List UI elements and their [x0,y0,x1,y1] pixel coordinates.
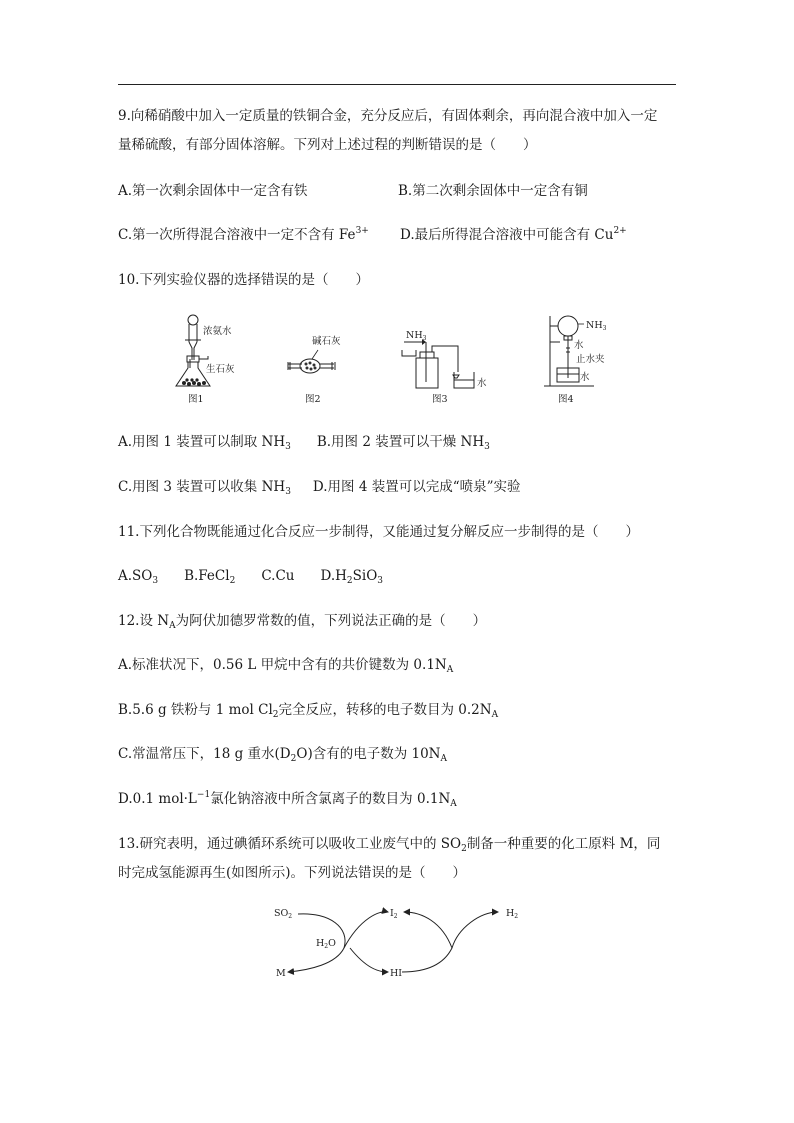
q10-stem: 10.下列实验仪器的选择错误的是（ ） [118,272,369,288]
fig2-pointer [312,350,318,359]
q9-option-d-text: D.最后所得混合溶液中可能含有 Cu [400,227,614,243]
q11-option-c[interactable]: C.Cu [261,568,295,584]
i2-main: I [390,908,394,919]
q12-option-d-text1: D.0.1 mol·L [118,791,197,807]
q12-stem-b: 为阿伏加德罗常数的值，下列说法正确的是（ ） [175,613,487,629]
q9-option-d[interactable] [400,226,627,244]
so2-sub: 2 [288,913,293,920]
q13-stem-line1-sub: 2 [461,844,467,854]
q10-option-c-text: C.用图 3 装置可以收集 NH [118,479,286,495]
h2o-main: H [316,938,325,949]
q12-stem-sub: A [169,621,176,631]
q10-option-c-sub: 3 [285,487,291,497]
fig2-drying-tube [288,359,335,373]
q9-option-b[interactable]: B.第二次剩余固体中一定含有铜 [398,183,588,199]
q12-option-c-sub2: A [440,754,447,764]
q12-option-d-sup: −1 [196,790,211,800]
q9-option-d-charge: 2+ [613,226,627,236]
q12-option-c[interactable] [118,745,447,763]
q12-option-d[interactable] [118,790,457,808]
q11-option-a-sub: 3 [152,576,159,586]
q10-option-b[interactable] [317,434,490,450]
h2-main: H [506,908,515,919]
q12-option-b-text1: B.5.6 g 铁粉与 1 mol Cl [118,702,273,718]
q9-option-c-text: C.第一次所得混合溶液中一定不含有 Fe [118,227,356,243]
h2o-sub: 2 [324,943,329,950]
q12-option-a[interactable] [118,656,453,674]
fig4-label-nh3 [586,320,607,332]
q10-option-c[interactable] [118,479,291,495]
arrow-to-hi [350,948,388,972]
q11-option-d[interactable] [320,568,383,584]
q11-option-d-text1: D.H [320,568,347,584]
q13-stem-line1-a: 13.研究表明，通过碘循环系统可以吸收工业废气中的 SO [118,836,462,852]
q10-option-a-text: A.用图 1 装置可以制取 NH [118,434,286,450]
q9-option-c-charge: 3+ [355,226,369,236]
fig2-label-soda-lime: 碱石灰 [312,336,341,347]
q10-option-a-sub: 3 [285,442,291,452]
q12-option-b-sub2: A [491,710,499,720]
arrow-hi-to-h2 [402,912,498,972]
q12-option-c-text1: C.常温常压下，18 g 重水(D [118,746,291,762]
q13-stem-line2: 时完成氢能源再生(如图所示)。下列说法错误的是（ ） [118,865,467,881]
so2-main: SO [274,908,289,919]
fig1-label-ammonia: 浓氨水 [203,326,232,337]
q12-stem [118,612,486,630]
fig3-label-nh3 [406,330,427,342]
fig1-label-lime: 生石灰 [206,364,235,375]
q11-option-d-text2: SiO [352,568,378,584]
q10-apparatus-figure [170,312,630,404]
fig4-nh3-main: NH [586,320,603,331]
fig2-caption: 图2 [305,394,321,405]
q10-option-b-sub: 3 [484,442,490,452]
fig4-caption: 图4 [558,394,574,405]
fig4-label-clamp: 止水夹 [576,354,605,365]
fig3-label-water: 水 [477,378,487,389]
q11-option-a-text: A.SO [118,568,153,584]
fig4-label-water-top: 水 [574,340,584,351]
fig1-caption: 图1 [188,394,204,405]
q12-option-d-sub: A [450,799,457,809]
q12-option-b[interactable] [118,701,498,719]
fig2-soda-lime [305,362,317,371]
q13-label-h2o [316,938,336,950]
q12-option-a-sub: A [446,665,454,675]
q13-stem-line1-b: 制备一种重要的化工原料 M，同 [466,836,661,852]
q13-label-m: M [276,968,286,979]
q9-stem-line2: 量稀硫酸，有部分固体溶解。下列对上述过程的判断错误的是（ ） [118,137,537,153]
fig4-label-water-bottom: 水 [580,372,590,383]
h2o-end: O [328,938,336,949]
i2-sub: 2 [393,913,398,920]
q13-stem-line1 [118,835,660,853]
fig1-lime-lumps [182,378,206,386]
fig3-caption: 图3 [432,394,448,405]
q11-option-b-text: B.FeCl [184,568,230,584]
q11-option-b-sub: 2 [229,576,236,586]
q9-option-c[interactable] [118,226,369,244]
q11-options [118,567,383,585]
q11-stem: 11.下列化合物既能通过化合反应一步制得，又能通过复分解反应一步制得的是（ ） [118,524,639,540]
q12-stem-a: 12.设 N [118,613,170,629]
q10-option-b-text: B.用图 2 装置可以干燥 NH [316,434,485,450]
fig4-nh3-sub: 3 [602,325,607,332]
arrow-to-i2 [344,912,388,948]
q12-option-b-text2: 完全反应，转移的电子数目为 0.2N [278,702,492,718]
q12-option-c-text2: O)含有的电子数为 10N [296,746,441,762]
q13-label-hi: HI [390,968,403,979]
q13-label-i2 [390,908,398,920]
q12-option-a-text: A.标准状况下，0.56 L 甲烷中含有的共价键数为 0.1N [118,657,447,673]
q12-option-b-sub1: 2 [272,710,279,720]
q13-label-h2 [506,908,518,920]
q11-option-b[interactable] [184,568,235,584]
q12-option-d-text2: 氯化钠溶液中所含氯离子的数目为 0.1N [210,791,451,807]
header-rule [118,84,676,85]
q13-label-so2 [274,908,292,920]
q9-option-a[interactable]: A.第一次剩余固体中一定含有铁 [118,183,308,199]
q9-stem-line1: 9.向稀硝酸中加入一定质量的铁铜合金，充分反应后，有固体剩余，再向混合液中加入一定 [118,108,658,124]
arrow-to-i2-right [404,912,452,948]
q11-option-a[interactable] [118,568,158,584]
q11-option-d-sub1: 2 [346,576,353,586]
fig3-nh3-sub: 3 [422,335,427,342]
q10-option-d[interactable]: D.用图 4 装置可以完成“喷泉”实验 [312,479,521,495]
q11-option-d-sub2: 3 [377,576,384,586]
q10-option-a[interactable] [118,434,291,450]
q10-options-row1 [118,433,490,451]
q10-options-row2 [118,478,521,496]
h2-sub: 2 [514,913,519,920]
q12-option-c-sub1: 2 [290,754,297,764]
q13-iodine-cycle-diagram [270,898,530,982]
fig3-nh3-main: NH [406,330,423,341]
fig3-apparatus [402,342,474,388]
